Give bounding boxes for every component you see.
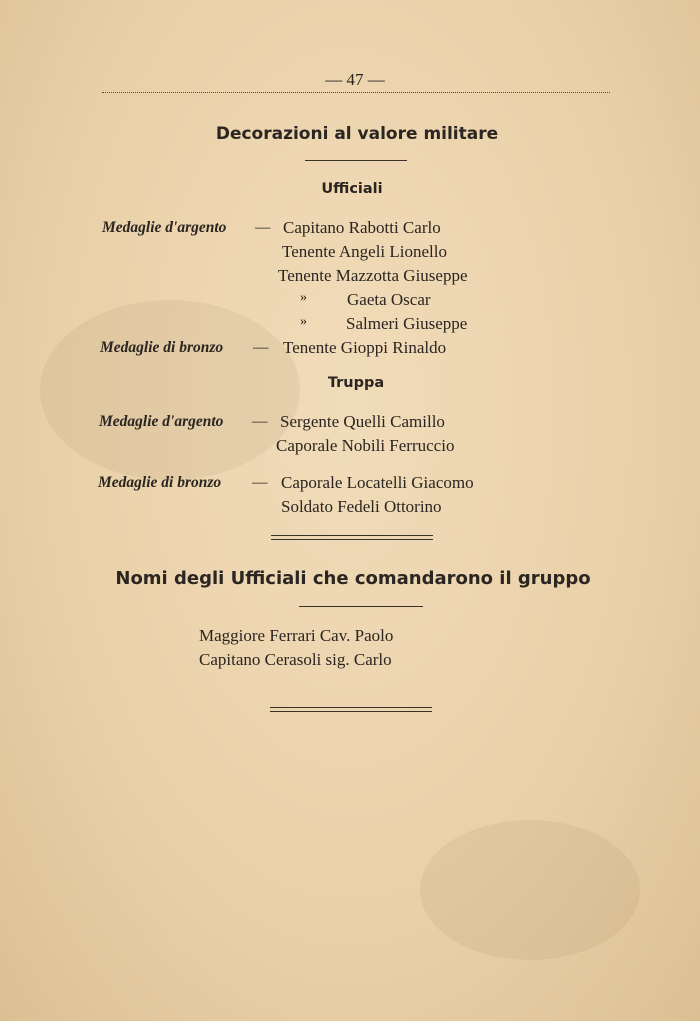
- subheading-officers: Ufficiali: [321, 181, 383, 197]
- officer-name: Tenente Gioppi Rinaldo: [283, 338, 447, 357]
- paper-stain: [420, 820, 640, 960]
- page-number: — 47 —: [325, 70, 385, 89]
- commander-name: Maggiore Ferrari Cav. Paolo: [199, 626, 394, 645]
- category-label-bronze-troops: Medaglie di bronzo: [98, 474, 222, 491]
- officer-name: Salmeri Giuseppe: [346, 314, 468, 333]
- soldier-name: Caporale Nobili Ferruccio: [276, 436, 455, 455]
- em-dash: —: [252, 474, 268, 491]
- category-label-silver-troops: Medaglie d'argento: [99, 413, 224, 430]
- category-label-silver-officers: Medaglie d'argento: [102, 219, 227, 236]
- em-dash: —: [252, 413, 268, 430]
- subheading-troops: Truppa: [327, 375, 385, 391]
- em-dash: —: [253, 339, 269, 356]
- section-title-commanders: Nomi degli Ufficiali che comandarono il gruppo: [115, 568, 591, 589]
- officer-name: Capitano Rabotti Carlo: [283, 218, 441, 237]
- soldier-name: Soldato Fedeli Ottorino: [281, 497, 442, 516]
- ditto-mark: »: [300, 314, 307, 329]
- officer-name: Gaeta Oscar: [347, 290, 431, 309]
- ditto-mark: »: [300, 290, 307, 305]
- officer-name: Tenente Angeli Lionello: [282, 242, 447, 261]
- soldier-name: Sergente Quelli Camillo: [280, 412, 445, 431]
- end-divider-double-rule: [270, 707, 432, 712]
- officer-name: Tenente Mazzotta Giuseppe: [278, 266, 468, 285]
- title-underline: [305, 160, 407, 161]
- soldier-name: Caporale Locatelli Giacomo: [281, 473, 474, 492]
- em-dash: —: [255, 219, 271, 236]
- title-underline: [299, 606, 423, 607]
- section-title-decorations: Decorazioni al valore militare: [215, 124, 499, 144]
- section-divider-double-rule: [271, 535, 433, 540]
- header-dotted-rule: [102, 92, 610, 93]
- category-label-bronze-officers: Medaglie di bronzo: [100, 339, 224, 356]
- commander-name: Capitano Cerasoli sig. Carlo: [199, 650, 392, 669]
